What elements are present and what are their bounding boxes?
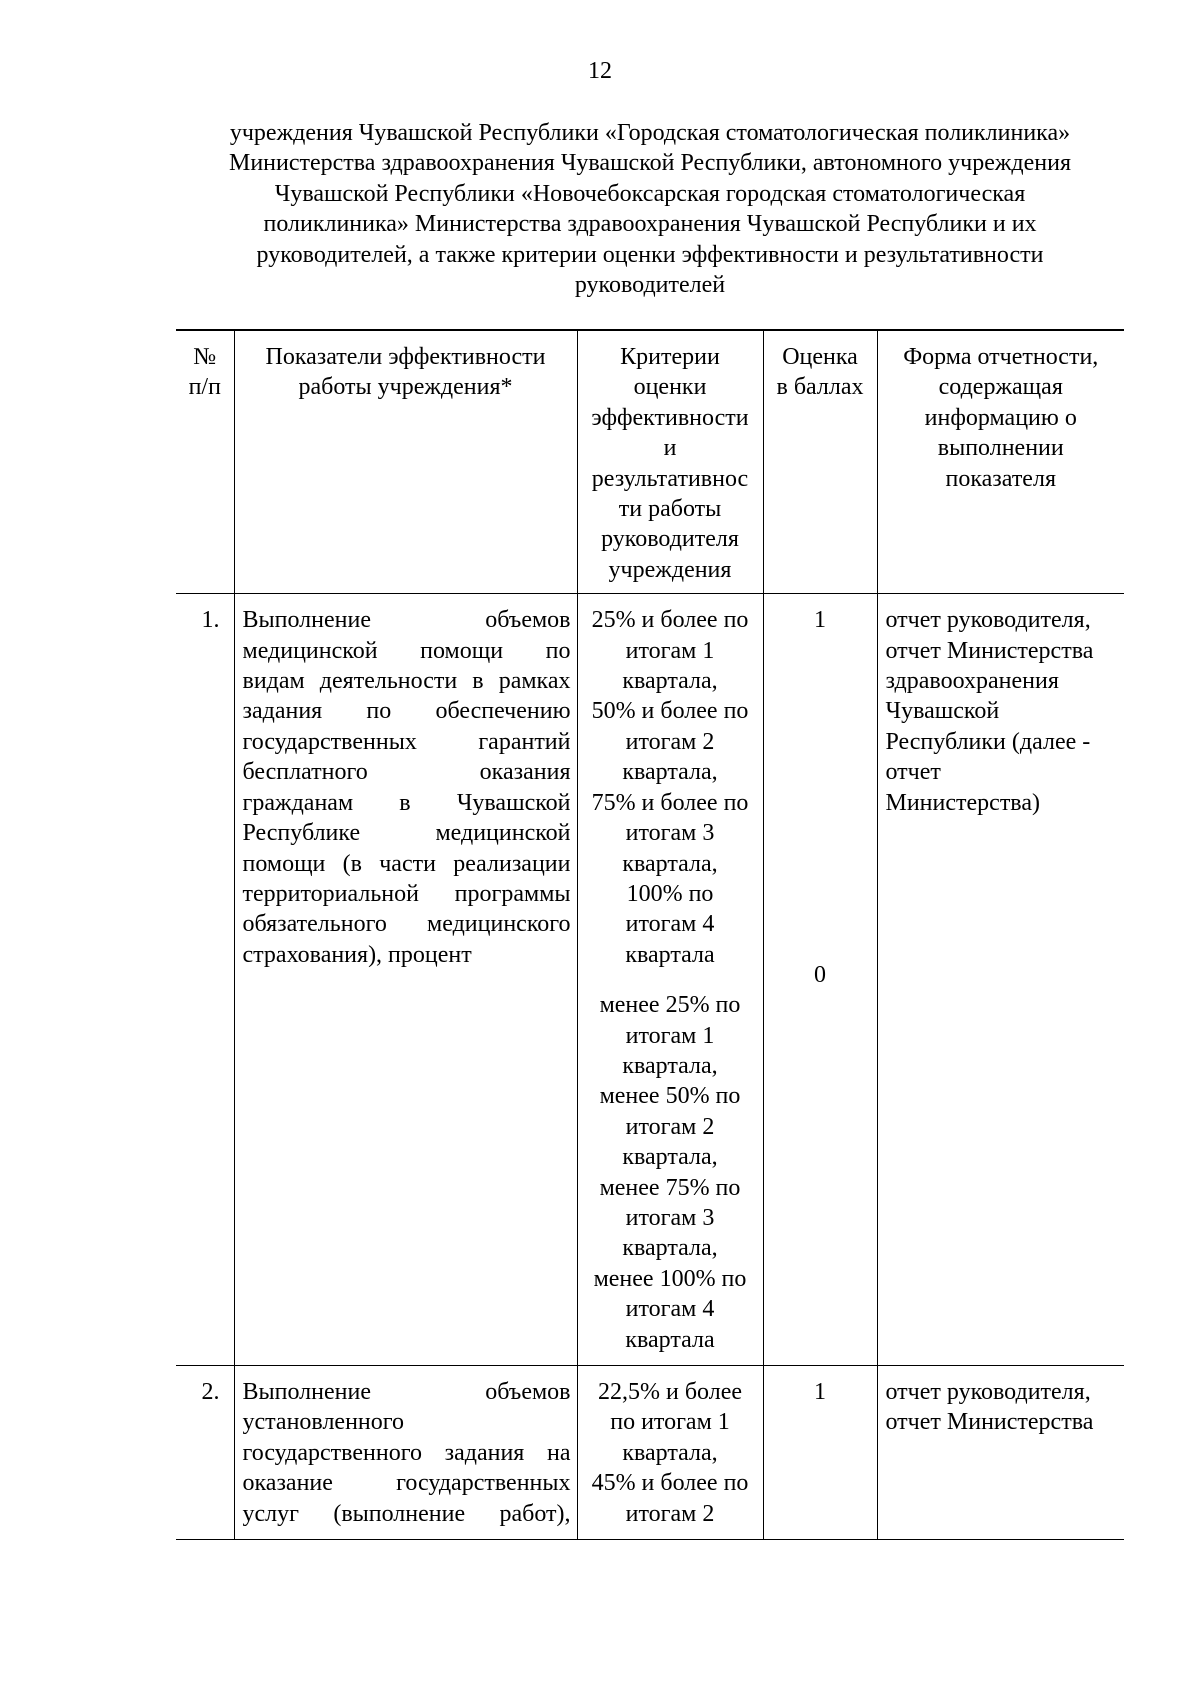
row-number: 2. xyxy=(201,1379,220,1405)
score-cell xyxy=(763,594,877,1366)
row-number: 1. xyxy=(201,607,220,634)
table-row xyxy=(176,594,1124,1366)
report-form-cell: отчет руководителя, отчет Министерства xyxy=(877,1366,1124,1540)
heading-line: учреждения Чувашской Республики «Городская стоматологическая поликлиника» xyxy=(229,120,1071,146)
criteria-cell: 25% и более по итогам 1 квартала, 50% и более по итогам 2 квартала, 75% и более по итогам 3 квартала, 100% по итогам 4 квартала менее 25% по итогам 1 квартала, менее 50% по итогам 2 квартала, менее 75% по итогам 3 квартала, менее 100% по итогам 4 квартала xyxy=(577,594,763,1366)
heading-line: поликлиника» Министерства здравоохранения Чувашской Республики и их xyxy=(263,211,1037,238)
criteria-cell: 22,5% и более по итогам 1 квартала, 45% и более по итогам 2 xyxy=(577,1366,763,1540)
score-value: 1 xyxy=(814,607,826,634)
header-number: № п/п xyxy=(188,344,221,401)
heading-line: Министерства здравоохранения Чувашской Республики, автономного учреждения xyxy=(228,150,1072,177)
heading-line: Чувашской Республики «Новочебоксарская городская стоматологическая xyxy=(274,180,1026,207)
page-number: 12 xyxy=(588,58,612,84)
indicator-cell: Выполнение объемов медицинской помощи по видам деятельности в рамках задания по обеспечению государственных гарантий бесплатного оказания гражданам в Чувашской Республике медицинской помощи (в части реализации территориальной программы обязательного медицинского страхования), процент xyxy=(234,594,577,1366)
header-criteria: Критерии оценки эффективности и результативнос ти работы руководителя учреждения xyxy=(577,330,763,594)
score-value: 1 xyxy=(814,1379,826,1405)
header-report-form: Форма отчетности, содержащая информацию о выполнении показателя xyxy=(877,330,1124,594)
table-header-row xyxy=(176,330,1124,594)
heading-line: руководителей xyxy=(574,272,726,299)
score-value: 0 xyxy=(814,961,826,988)
indicator-cell: Выполнение объемов установленного государственного задания на оказание государственных услуг (выполнение работ), xyxy=(234,1366,577,1540)
score-cell xyxy=(763,1366,877,1540)
report-form-cell: отчет руководителя, отчет Министерства здравоохранения Чувашской Республики (далее - отчет Министерства) xyxy=(877,594,1124,1366)
header-score: Оценка в баллах xyxy=(763,330,877,594)
heading-line: руководителей, а также критерии оценки эффективности и результативности xyxy=(256,241,1044,268)
table-row xyxy=(176,1366,1124,1540)
header-indicator: Показатели эффективности работы учреждения* xyxy=(234,330,577,594)
document-heading xyxy=(180,118,1120,300)
indicators-table xyxy=(176,329,1124,1540)
